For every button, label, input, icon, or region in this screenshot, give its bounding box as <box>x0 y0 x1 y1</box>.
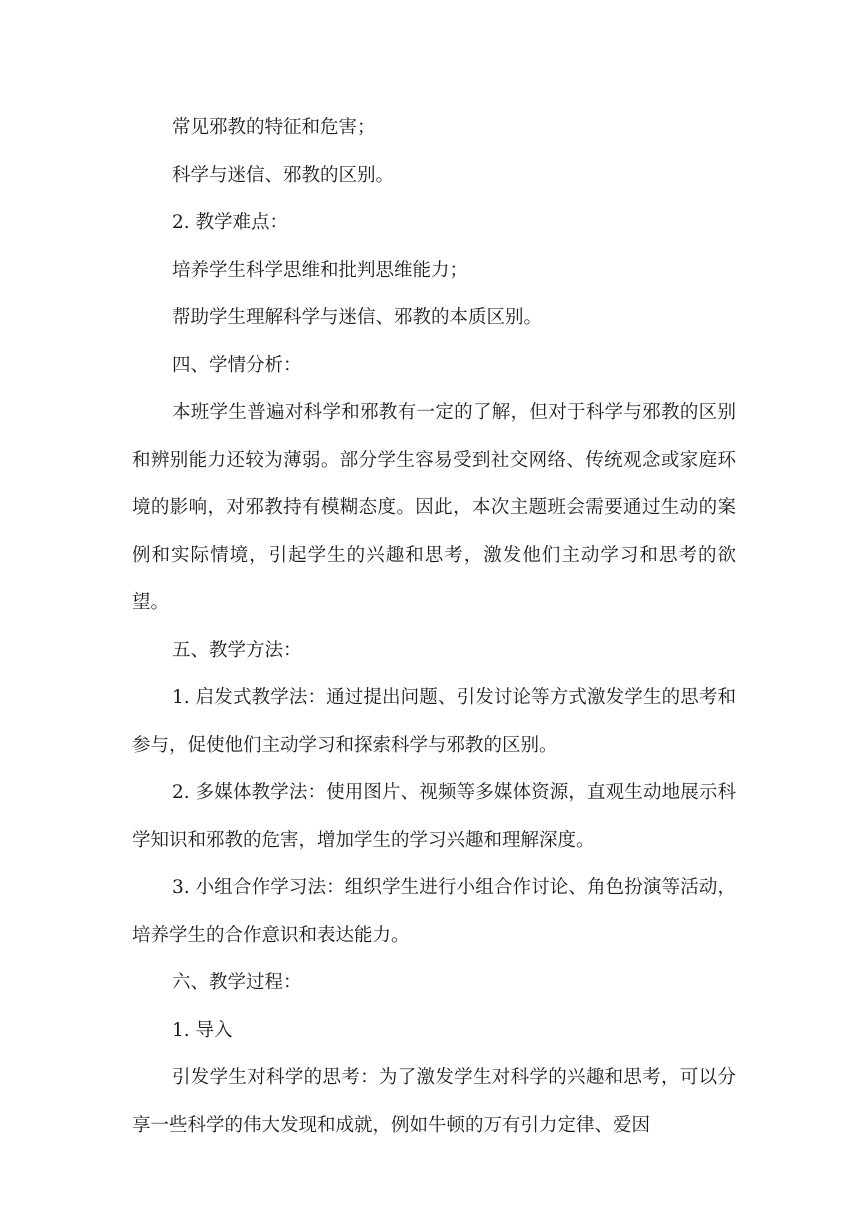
subheading-introduction: 1. 导入 <box>172 1019 233 1041</box>
paragraph-method-multimedia: 2. 多媒体教学法：使用图片、视频等多媒体资源，直观生动地展示科学知识和邪教的危害，增加学生的学习兴趣和理解深度。 <box>132 782 736 851</box>
document-body <box>132 104 736 1149</box>
section-heading-teaching-methods: 五、教学方法： <box>172 639 302 661</box>
list-item-cult-features: 常见邪教的特征和危害； <box>172 117 376 138</box>
paragraph-introduction: 引发学生对科学的思考：为了激发学生对科学的兴趣和思考，可以分享一些科学的伟大发现和成就，例如牛顿的万有引力定律、爱因 <box>132 1067 736 1136</box>
list-item-essential-difference: 帮助学生理解科学与迷信、邪教的本质区别。 <box>172 307 543 328</box>
paragraph-method-heuristic: 1. 启发式教学法：通过提出问题、引发讨论等方式激发学生的思考和参与，促使他们主动学习和探索科学与邪教的区别。 <box>132 687 736 756</box>
subheading-teaching-difficulties: 2. 教学难点： <box>172 212 289 233</box>
list-item-critical-thinking: 培养学生科学思维和批判思维能力； <box>172 259 469 281</box>
paragraph-student-analysis: 本班学生普遍对科学和邪教有一定的了解，但对于科学与邪教的区别和辨别能力还较为薄弱。部分学生容易受到社交网络、传统观念或家庭环境的影响，对邪教持有模糊态度。因此，本次主题班会需要通过生动的案例和实际情境，引起学生的兴趣和思考，激发他们主动学习和思考的欲望。 <box>132 402 736 613</box>
paragraph-method-group: 3. 小组合作学习法：组织学生进行小组合作讨论、角色扮演等活动，培养学生的合作意识和表达能力。 <box>132 877 736 946</box>
section-heading-student-analysis: 四、学情分析： <box>172 354 302 376</box>
section-heading-teaching-process: 六、教学过程： <box>172 972 302 993</box>
list-item-science-vs-superstition: 科学与迷信、邪教的区别。 <box>172 164 395 186</box>
